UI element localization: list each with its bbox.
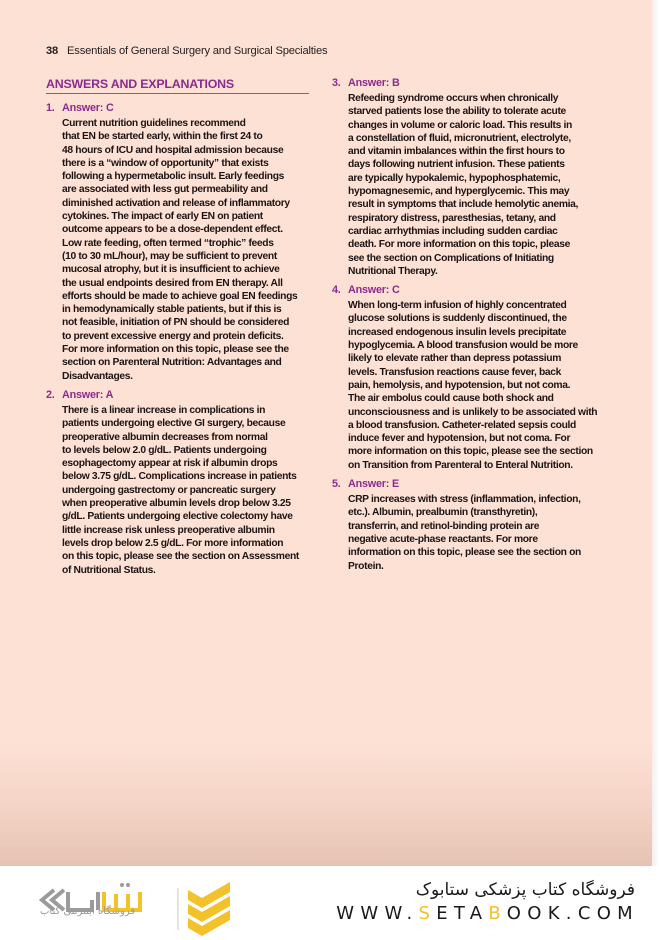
text-line: CRP increases with stress (inflammation, infection,	[348, 494, 581, 506]
text-line: Refeeding syndrome occurs when chronically	[348, 93, 559, 104]
text-line: are typically hypokalemic, hypophosphatemic,	[348, 172, 561, 184]
text-line: the usual endpoints desired from EN therapy. All	[62, 277, 283, 289]
answer-heading	[332, 77, 604, 89]
answer-5	[332, 478, 604, 573]
text-line: transferrin, and retinol-binding protein are	[348, 520, 540, 532]
answer-label: Answer: C	[348, 284, 400, 297]
text-line: hypomagnesemic, and hyperglycemic. This may	[348, 186, 570, 198]
text-line: starved patients lose the ability to tolerate acute	[348, 106, 566, 118]
setabook-chevron-logo-icon	[188, 882, 230, 936]
text-line: levels drop below 2.5 g/dL. For more information	[62, 537, 284, 549]
text-line: Low rate feeding, often termed “trophic” feeds	[62, 237, 274, 249]
text-line: Current nutrition guidelines recommend	[62, 118, 246, 129]
text-line: on Transition from Parenteral to Enteral Nutrition.	[348, 459, 573, 471]
text-line: levels. Transfusion reactions cause fever, back	[348, 366, 562, 378]
answer-label: Answer: C	[62, 102, 114, 114]
text-line: g/dL. Patients undergoing elective colectomy have	[62, 511, 293, 523]
text-line: days following nutrient infusion. These patients	[348, 159, 565, 171]
text-line: below 3.75 g/dL. Complications increase in patients	[62, 471, 297, 483]
text-line: For more information on this topic, please see the	[62, 344, 289, 356]
text-line: unconsciousness and is unlikely to be associated with	[348, 406, 598, 418]
answer-number: 5.	[332, 478, 341, 491]
text-line: Disadvantages.	[62, 370, 133, 382]
text-line: more information on this topic, please see the section	[348, 446, 593, 458]
answer-1	[46, 102, 311, 383]
text-line: of Nutritional Status.	[62, 564, 156, 576]
text-line: glucose solutions is suddenly discontinued, the	[348, 313, 567, 325]
text-line: see the section on Complications of Initiating	[348, 252, 554, 264]
answer-label: Answer: E	[348, 478, 399, 491]
answer-heading	[46, 389, 311, 401]
text-line: and vitamin imbalances within the first hours to	[348, 146, 565, 158]
text-line: Nutritional Therapy.	[348, 265, 438, 277]
text-line: esophagectomy appear at risk if albumin drops	[62, 458, 278, 470]
text-line: information on this topic, please see the section on	[348, 547, 581, 559]
left-column	[46, 77, 311, 583]
store-url[interactable]	[336, 903, 639, 924]
section-title: ANSWERS AND EXPLANATIONS	[46, 77, 309, 94]
answer-number: 4.	[332, 284, 341, 297]
text-line: There is a linear increase in complications in	[62, 404, 266, 416]
answer-number: 1.	[46, 102, 55, 114]
url-part: OOK.COM	[506, 903, 639, 924]
text-line: induce fever and hypotension, but not coma. For	[348, 433, 571, 445]
text-line: not feasible, initiation of PN should be considered	[62, 317, 290, 329]
text-line: preoperative albumin decreases from normal	[62, 431, 268, 443]
answer-explanation	[62, 117, 311, 383]
text-line: that EN be started early, within the first 24 to	[62, 131, 263, 143]
answer-heading	[332, 284, 604, 296]
text-line: patients undergoing elective GI surgery, because	[62, 418, 286, 430]
text-line: result in symptoms that include hemolytic anemia,	[348, 199, 579, 211]
text-line: outcome appears to be a dose-dependent effect.	[62, 224, 283, 236]
url-part: WWW.	[336, 903, 419, 924]
answer-explanation	[348, 92, 604, 278]
text-line: When long-term infusion of highly concentrated	[348, 300, 567, 312]
answer-label: Answer: A	[62, 388, 114, 401]
running-head	[46, 45, 327, 57]
page-edge	[652, 0, 659, 866]
text-line: negative acute-phase reactants. For more	[348, 533, 538, 545]
answer-number: 3.	[332, 77, 341, 89]
url-highlight: B	[488, 903, 507, 924]
text-line: respiratory distress, paresthesias, tetany, and	[348, 212, 556, 224]
text-line: death. For more information on this topic, please	[348, 239, 570, 251]
text-line: are associated with less gut permeability and	[62, 184, 268, 196]
text-line: Protein.	[348, 560, 384, 572]
text-line: cardiac arrhythmias including sudden cardiac	[348, 225, 558, 237]
text-line: diminished activation and release of inflammatory	[62, 197, 290, 209]
text-line: increased endogenous insulin levels precipitate	[348, 326, 567, 338]
text-line: pain, hemolysis, and hypotension, but not coma.	[348, 379, 571, 391]
text-line: mucosal atrophy, but it is insufficient to achieve	[62, 264, 280, 276]
answer-heading	[46, 102, 311, 114]
text-line: following a hypermetabolic insult. Early feedings	[62, 171, 285, 183]
text-line: changes in volume or caloric load. This results in	[348, 119, 572, 131]
text-line: little increase risk unless preoperative albumin	[62, 524, 275, 536]
url-part: ETA	[436, 903, 489, 924]
answer-explanation	[348, 493, 604, 573]
answer-3	[332, 77, 604, 278]
store-name: فروشگاه کتاب پزشکی ستابوک	[415, 880, 635, 900]
text-line: The air embolus could cause both shock and	[348, 393, 554, 405]
text-line: etc.). Albumin, prealbumin (transthyretin),	[348, 507, 538, 519]
answer-label: Answer: B	[348, 77, 400, 89]
answer-heading	[332, 478, 604, 490]
answer-4	[332, 284, 604, 472]
text-line: likely to elevate rather than depress potassium	[348, 353, 562, 365]
text-line: (10 to 30 mL/hour), may be sufficient to prevent	[62, 250, 277, 262]
text-line: a constellation of fluid, micronutrient, electrolyte,	[348, 132, 571, 144]
text-line: to levels below 2.0 g/dL. Patients undergoing	[62, 444, 267, 456]
brand-text	[336, 880, 639, 924]
answer-number: 2.	[46, 388, 55, 401]
answer-2	[46, 389, 311, 577]
text-line: in hemodynamically stable patients, but if this is	[62, 304, 282, 316]
answer-explanation	[62, 404, 311, 577]
text-line: cytokines. The impact of early EN on patient	[62, 211, 263, 223]
page-number: 38	[46, 45, 59, 57]
text-line: to prevent excessive energy and protein deficits.	[62, 330, 284, 342]
answer-explanation	[348, 299, 604, 472]
text-line: efforts should be made to achieve goal EN feedings	[62, 290, 298, 302]
text-line: undergoing gastrectomy or pancreatic surgery	[62, 484, 276, 496]
right-column	[332, 77, 604, 579]
text-line: on this topic, please see the section on Assessment	[62, 551, 299, 563]
text-line: when preoperative albumin levels drop below 3.25	[62, 498, 291, 510]
running-title: Essentials of General Surgery and Surgical Specialties	[67, 45, 328, 57]
text-line: a blood transfusion. Catheter-related sepsis could	[348, 419, 576, 431]
url-highlight: S	[418, 903, 437, 924]
text-line: section on Parenteral Nutrition: Advantages and	[62, 357, 282, 369]
text-line: hypoglycemia. A blood transfusion would be more	[348, 340, 578, 352]
text-line: there is a “window of opportunity” that exists	[62, 157, 269, 169]
logo-subtitle: فروشگاه اینترنتی کتاب	[40, 906, 136, 917]
text-line: 48 hours of ICU and hospital admission because	[62, 144, 284, 156]
store-banner	[0, 866, 659, 940]
